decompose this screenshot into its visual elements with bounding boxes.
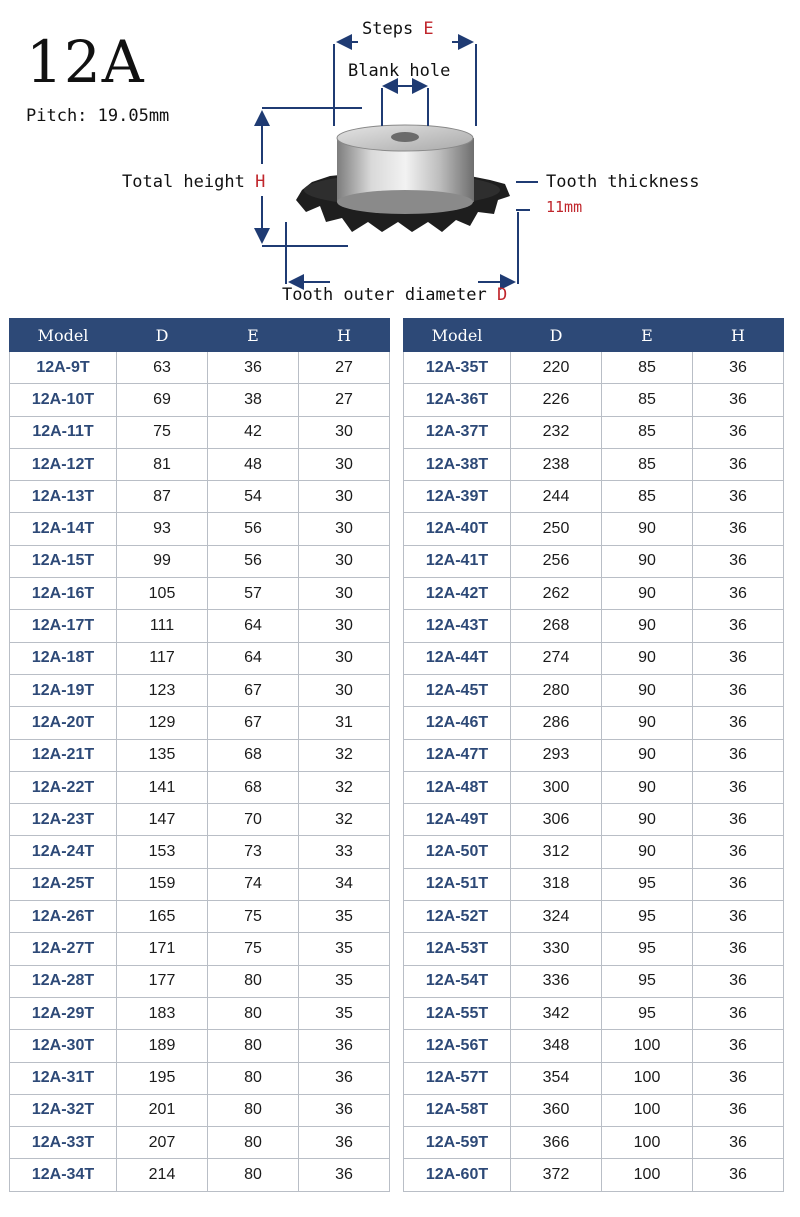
table-body: [10, 352, 390, 1192]
cell-d: 293: [511, 739, 602, 771]
cell-h: 36: [693, 610, 784, 642]
cell-d: 153: [117, 836, 208, 868]
cell-model: 12A-12T: [10, 448, 117, 480]
cell-model: 12A-31T: [10, 1062, 117, 1094]
cell-h: 35: [299, 997, 390, 1029]
cell-h: 30: [299, 545, 390, 577]
cell-e: 73: [208, 836, 299, 868]
table-row: [404, 997, 784, 1029]
table-row: [10, 481, 390, 513]
cell-e: 36: [208, 352, 299, 384]
table-row: [404, 545, 784, 577]
cell-model: 12A-57T: [404, 1062, 511, 1094]
table-row: [10, 448, 390, 480]
cell-h: 36: [693, 448, 784, 480]
cell-e: 95: [602, 868, 693, 900]
cell-h: 30: [299, 481, 390, 513]
cell-model: 12A-42T: [404, 578, 511, 610]
cell-model: 12A-39T: [404, 481, 511, 513]
table-row: [10, 771, 390, 803]
cell-model: 12A-60T: [404, 1159, 511, 1191]
cell-h: 36: [693, 1127, 784, 1159]
cell-d: 147: [117, 804, 208, 836]
table-header-row: [10, 319, 390, 352]
cell-h: 35: [299, 965, 390, 997]
cell-model: 12A-38T: [404, 448, 511, 480]
cell-h: 27: [299, 352, 390, 384]
cell-h: 36: [693, 642, 784, 674]
cell-e: 90: [602, 610, 693, 642]
cell-d: 262: [511, 578, 602, 610]
cell-e: 68: [208, 771, 299, 803]
table-row: [404, 642, 784, 674]
table-row: [404, 1127, 784, 1159]
cell-e: 56: [208, 513, 299, 545]
cell-model: 12A-20T: [10, 707, 117, 739]
cell-d: 348: [511, 1030, 602, 1062]
cell-d: 306: [511, 804, 602, 836]
cell-model: 12A-27T: [10, 933, 117, 965]
cell-model: 12A-46T: [404, 707, 511, 739]
total-height-label: Total height H: [122, 172, 266, 192]
cell-e: 57: [208, 578, 299, 610]
cell-d: 336: [511, 965, 602, 997]
table-row: [404, 674, 784, 706]
cell-e: 95: [602, 965, 693, 997]
cell-e: 80: [208, 997, 299, 1029]
cell-model: 12A-58T: [404, 1094, 511, 1126]
header-d: D: [511, 319, 602, 352]
cell-h: 36: [693, 674, 784, 706]
sprocket-hub: [337, 125, 474, 214]
cell-d: 268: [511, 610, 602, 642]
spec-table-right: [403, 318, 783, 1192]
cell-model: 12A-47T: [404, 739, 511, 771]
cell-d: 220: [511, 352, 602, 384]
cell-e: 85: [602, 384, 693, 416]
cell-e: 100: [602, 1030, 693, 1062]
header-h: H: [693, 319, 784, 352]
cell-h: 34: [299, 868, 390, 900]
cell-h: 30: [299, 674, 390, 706]
cell-model: 12A-43T: [404, 610, 511, 642]
cell-d: 93: [117, 513, 208, 545]
cell-h: 36: [693, 352, 784, 384]
cell-e: 100: [602, 1062, 693, 1094]
cell-d: 99: [117, 545, 208, 577]
cell-d: 300: [511, 771, 602, 803]
cell-d: 135: [117, 739, 208, 771]
cell-d: 232: [511, 416, 602, 448]
cell-e: 90: [602, 804, 693, 836]
table-row: [10, 707, 390, 739]
table-row: [10, 545, 390, 577]
cell-e: 80: [208, 1159, 299, 1191]
cell-d: 286: [511, 707, 602, 739]
cell-d: 87: [117, 481, 208, 513]
table-row: [404, 739, 784, 771]
cell-e: 85: [602, 416, 693, 448]
cell-h: 36: [693, 1062, 784, 1094]
cell-d: 256: [511, 545, 602, 577]
cell-h: 36: [693, 416, 784, 448]
cell-e: 80: [208, 1127, 299, 1159]
header-e: E: [208, 319, 299, 352]
cell-e: 48: [208, 448, 299, 480]
cell-h: 32: [299, 771, 390, 803]
pitch-label: Pitch: 19.05mm: [26, 106, 170, 126]
table-row: [404, 771, 784, 803]
table-row: [404, 965, 784, 997]
table-row: [10, 513, 390, 545]
cell-model: 12A-10T: [10, 384, 117, 416]
cell-h: 35: [299, 901, 390, 933]
cell-model: 12A-56T: [404, 1030, 511, 1062]
cell-e: 90: [602, 739, 693, 771]
cell-d: 63: [117, 352, 208, 384]
cell-d: 207: [117, 1127, 208, 1159]
cell-e: 100: [602, 1127, 693, 1159]
header-d: D: [117, 319, 208, 352]
cell-e: 85: [602, 352, 693, 384]
cell-d: 117: [117, 642, 208, 674]
table-row: [404, 901, 784, 933]
table-row: [404, 513, 784, 545]
cell-h: 36: [693, 384, 784, 416]
cell-d: 238: [511, 448, 602, 480]
cell-h: 36: [693, 578, 784, 610]
table-row: [10, 739, 390, 771]
table-row: [10, 384, 390, 416]
cell-e: 80: [208, 1030, 299, 1062]
cell-e: 80: [208, 1062, 299, 1094]
header-model: Model: [10, 319, 117, 352]
table-row: [10, 416, 390, 448]
cell-e: 90: [602, 674, 693, 706]
table-row: [10, 1127, 390, 1159]
cell-h: 27: [299, 384, 390, 416]
cell-model: 12A-24T: [10, 836, 117, 868]
steps-label: Steps E: [362, 19, 434, 39]
cell-e: 90: [602, 578, 693, 610]
cell-model: 12A-29T: [10, 997, 117, 1029]
cell-model: 12A-9T: [10, 352, 117, 384]
cell-e: 95: [602, 997, 693, 1029]
cell-model: 12A-30T: [10, 1030, 117, 1062]
cell-model: 12A-53T: [404, 933, 511, 965]
cell-h: 36: [693, 1159, 784, 1191]
cell-d: 165: [117, 901, 208, 933]
cell-model: 12A-13T: [10, 481, 117, 513]
cell-e: 64: [208, 642, 299, 674]
cell-h: 36: [693, 771, 784, 803]
cell-model: 12A-52T: [404, 901, 511, 933]
cell-d: 226: [511, 384, 602, 416]
cell-model: 12A-18T: [10, 642, 117, 674]
cell-model: 12A-26T: [10, 901, 117, 933]
cell-e: 90: [602, 707, 693, 739]
table-body: [404, 352, 784, 1192]
cell-e: 80: [208, 965, 299, 997]
cell-d: 105: [117, 578, 208, 610]
cell-h: 30: [299, 578, 390, 610]
table-row: [10, 1159, 390, 1191]
cell-d: 372: [511, 1159, 602, 1191]
cell-e: 90: [602, 836, 693, 868]
cell-model: 12A-36T: [404, 384, 511, 416]
table-row: [404, 416, 784, 448]
cell-d: 141: [117, 771, 208, 803]
sprocket-dimension-diagram: [0, 0, 800, 310]
table-row: [10, 804, 390, 836]
cell-model: 12A-25T: [10, 868, 117, 900]
cell-e: 90: [602, 771, 693, 803]
cell-model: 12A-48T: [404, 771, 511, 803]
cell-model: 12A-59T: [404, 1127, 511, 1159]
cell-model: 12A-50T: [404, 836, 511, 868]
cell-d: 171: [117, 933, 208, 965]
cell-model: 12A-35T: [404, 352, 511, 384]
cell-e: 67: [208, 674, 299, 706]
table-row: [10, 997, 390, 1029]
cell-d: 250: [511, 513, 602, 545]
cell-model: 12A-37T: [404, 416, 511, 448]
table-row: [404, 448, 784, 480]
table-row: [10, 933, 390, 965]
cell-d: 312: [511, 836, 602, 868]
cell-e: 75: [208, 933, 299, 965]
table-row: [404, 1030, 784, 1062]
cell-model: 12A-16T: [10, 578, 117, 610]
cell-e: 90: [602, 642, 693, 674]
table-row: [10, 610, 390, 642]
cell-h: 36: [299, 1127, 390, 1159]
cell-h: 32: [299, 739, 390, 771]
header-e: E: [602, 319, 693, 352]
spec-table-left: [9, 318, 389, 1192]
page-title: 12A: [26, 28, 145, 96]
cell-d: 201: [117, 1094, 208, 1126]
cell-d: 318: [511, 868, 602, 900]
table-row: [404, 610, 784, 642]
blank-hole-label: Blank hole: [348, 61, 451, 81]
cell-e: 68: [208, 739, 299, 771]
cell-d: 324: [511, 901, 602, 933]
cell-model: 12A-54T: [404, 965, 511, 997]
cell-d: 183: [117, 997, 208, 1029]
cell-h: 30: [299, 416, 390, 448]
cell-model: 12A-34T: [10, 1159, 117, 1191]
cell-model: 12A-23T: [10, 804, 117, 836]
cell-e: 56: [208, 545, 299, 577]
cell-h: 36: [693, 836, 784, 868]
cell-e: 90: [602, 513, 693, 545]
cell-d: 75: [117, 416, 208, 448]
table-row: [10, 674, 390, 706]
cell-e: 95: [602, 901, 693, 933]
cell-h: 36: [299, 1062, 390, 1094]
table-row: [10, 1062, 390, 1094]
cell-h: 30: [299, 448, 390, 480]
cell-model: 12A-41T: [404, 545, 511, 577]
outer-diameter-label: Tooth outer diameter D: [282, 285, 508, 305]
cell-model: 12A-33T: [10, 1127, 117, 1159]
cell-d: 330: [511, 933, 602, 965]
cell-model: 12A-49T: [404, 804, 511, 836]
cell-model: 12A-44T: [404, 642, 511, 674]
cell-e: 42: [208, 416, 299, 448]
cell-d: 177: [117, 965, 208, 997]
cell-h: 30: [299, 610, 390, 642]
cell-e: 100: [602, 1094, 693, 1126]
cell-h: 36: [693, 513, 784, 545]
cell-h: 36: [693, 804, 784, 836]
table-row: [10, 642, 390, 674]
cell-h: 36: [299, 1094, 390, 1126]
cell-d: 129: [117, 707, 208, 739]
tooth-thickness-value: 11mm: [546, 198, 583, 216]
table-row: [10, 1094, 390, 1126]
cell-d: 366: [511, 1127, 602, 1159]
table-row: [404, 707, 784, 739]
table-row: [404, 578, 784, 610]
cell-h: 36: [693, 1094, 784, 1126]
cell-d: 274: [511, 642, 602, 674]
cell-model: 12A-22T: [10, 771, 117, 803]
cell-model: 12A-51T: [404, 868, 511, 900]
cell-e: 80: [208, 1094, 299, 1126]
cell-model: 12A-15T: [10, 545, 117, 577]
cell-e: 90: [602, 545, 693, 577]
cell-h: 30: [299, 513, 390, 545]
cell-d: 214: [117, 1159, 208, 1191]
cell-d: 360: [511, 1094, 602, 1126]
table-row: [10, 578, 390, 610]
table-row: [404, 1062, 784, 1094]
cell-e: 64: [208, 610, 299, 642]
cell-e: 67: [208, 707, 299, 739]
cell-d: 244: [511, 481, 602, 513]
cell-model: 12A-32T: [10, 1094, 117, 1126]
cell-h: 36: [693, 965, 784, 997]
cell-e: 74: [208, 868, 299, 900]
cell-model: 12A-21T: [10, 739, 117, 771]
table-row: [404, 933, 784, 965]
tooth-thickness-label: Tooth thickness: [546, 172, 700, 192]
table-row: [10, 1030, 390, 1062]
table-row: [404, 352, 784, 384]
cell-d: 69: [117, 384, 208, 416]
cell-d: 123: [117, 674, 208, 706]
table-row: [404, 804, 784, 836]
table-header-row: [404, 319, 784, 352]
table-row: [10, 352, 390, 384]
cell-h: 36: [693, 545, 784, 577]
cell-e: 75: [208, 901, 299, 933]
cell-h: 36: [693, 481, 784, 513]
table-row: [404, 868, 784, 900]
cell-h: 36: [693, 1030, 784, 1062]
cell-model: 12A-40T: [404, 513, 511, 545]
table-row: [404, 836, 784, 868]
cell-d: 342: [511, 997, 602, 1029]
table-row: [404, 384, 784, 416]
cell-h: 36: [693, 933, 784, 965]
cell-h: 35: [299, 933, 390, 965]
table-row: [404, 1094, 784, 1126]
cell-h: 31: [299, 707, 390, 739]
header-h: H: [299, 319, 390, 352]
cell-d: 159: [117, 868, 208, 900]
table-row: [10, 965, 390, 997]
cell-h: 36: [693, 707, 784, 739]
cell-e: 95: [602, 933, 693, 965]
cell-d: 195: [117, 1062, 208, 1094]
cell-d: 280: [511, 674, 602, 706]
cell-model: 12A-45T: [404, 674, 511, 706]
cell-model: 12A-19T: [10, 674, 117, 706]
table-row: [10, 901, 390, 933]
cell-e: 85: [602, 448, 693, 480]
cell-model: 12A-55T: [404, 997, 511, 1029]
cell-e: 70: [208, 804, 299, 836]
cell-d: 189: [117, 1030, 208, 1062]
cell-h: 36: [693, 739, 784, 771]
cell-h: 36: [299, 1159, 390, 1191]
table-row: [404, 1159, 784, 1191]
table-row: [10, 836, 390, 868]
cell-h: 36: [693, 997, 784, 1029]
cell-h: 33: [299, 836, 390, 868]
table-row: [10, 868, 390, 900]
cell-d: 111: [117, 610, 208, 642]
cell-model: 12A-28T: [10, 965, 117, 997]
cell-model: 12A-11T: [10, 416, 117, 448]
cell-d: 81: [117, 448, 208, 480]
cell-h: 32: [299, 804, 390, 836]
cell-e: 85: [602, 481, 693, 513]
cell-h: 36: [693, 901, 784, 933]
cell-d: 354: [511, 1062, 602, 1094]
cell-e: 38: [208, 384, 299, 416]
cell-model: 12A-14T: [10, 513, 117, 545]
cell-e: 54: [208, 481, 299, 513]
cell-h: 30: [299, 642, 390, 674]
cell-h: 36: [299, 1030, 390, 1062]
cell-model: 12A-17T: [10, 610, 117, 642]
header-model: Model: [404, 319, 511, 352]
cell-h: 36: [693, 868, 784, 900]
cell-e: 100: [602, 1159, 693, 1191]
table-row: [404, 481, 784, 513]
